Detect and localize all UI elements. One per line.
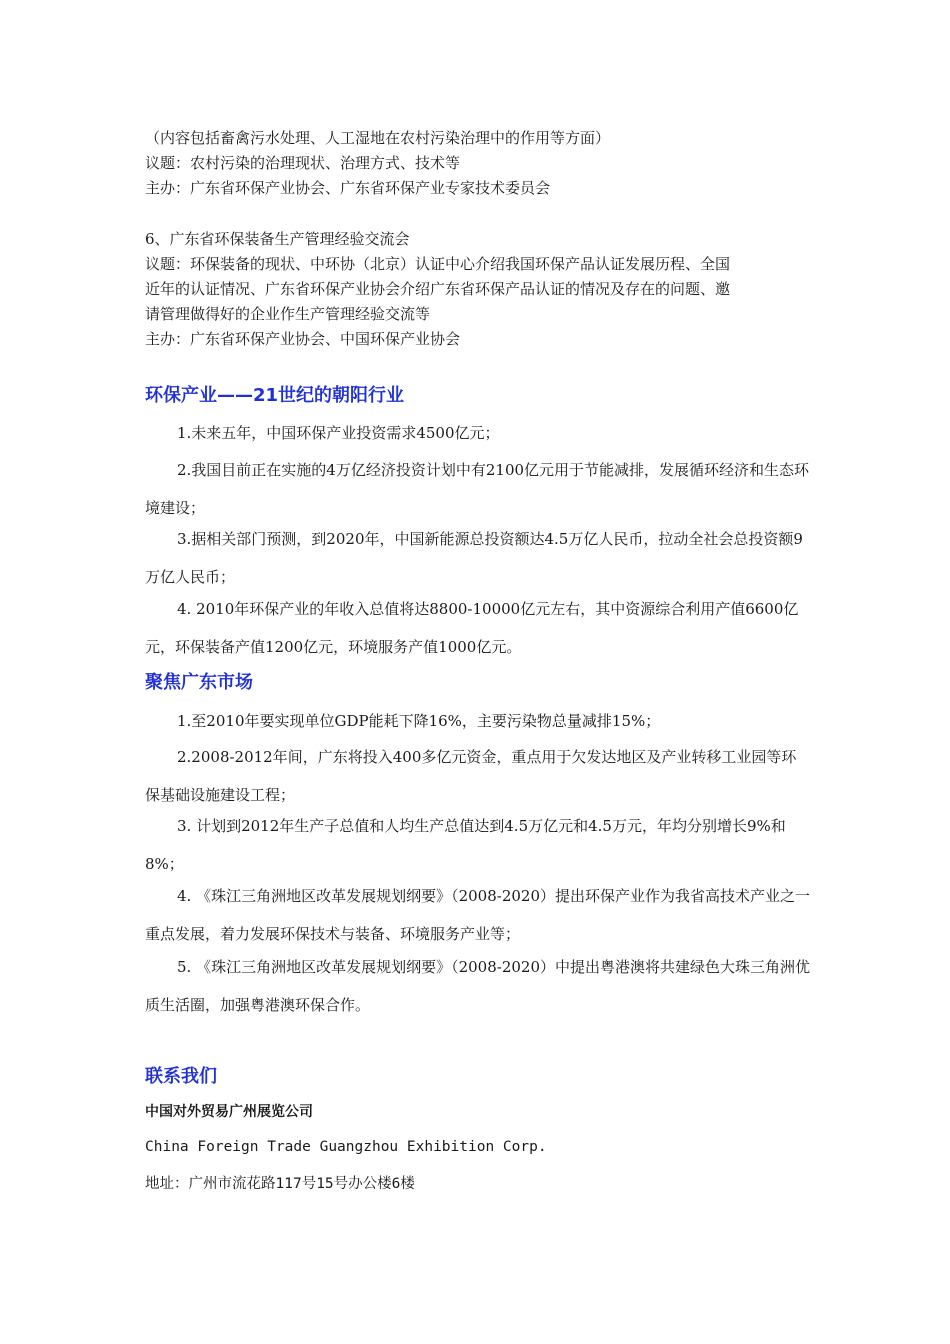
section-heading-sunrise: 环保产业——21世纪的朝阳行业 [145,385,405,406]
event-topic-line: 近年的认证情况、广东省环保产业协会介绍广东省环保产品认证的情况及存在的问题、邀 [145,280,731,298]
list-item: 5. 《珠江三角洲地区改革发展规划纲要》（2008-2020）中提出粤港澳将共建绿色大珠三角洲优质生活圈，加强粤港澳环保合作。 [145,958,810,1014]
section-heading-contact: 联系我们 [145,1066,217,1087]
company-name-cn: 中国对外贸易广州展览公司 [145,1104,313,1120]
event-topic-line: 请管理做得好的企业作生产管理经验交流等 [145,305,431,323]
event-topic-line: 议题：环保装备的现状、中环协（北京）认证中心介绍我国环保产品认证发展历程、全国 [145,255,731,273]
list-item: 3.据相关部门预测，到2020年，中国新能源总投资额达4.5万亿人民币，拉动全社会总投资额9万亿人民币； [145,530,803,586]
host-line: 主办：广东省环保产业协会、广东省环保产业专家技术委员会 [145,179,551,197]
list-item: 4. 《珠江三角洲地区改革发展规划纲要》（2008-2020）提出环保产业作为我省高技术产业之一重点发展，着力发展环保技术与装备、环境服务产业等； [145,887,810,943]
topic-line: 议题：农村污染的治理现状、治理方式、技术等 [145,154,461,172]
event-host-line: 主办：广东省环保产业协会、中国环保产业协会 [145,330,461,348]
event-title: 6、广东省环保装备生产管理经验交流会 [145,230,410,248]
list-item: 2.2008-2012年间，广东将投入400多亿元资金，重点用于欠发达地区及产业转移工业园等环保基础设施建设工程； [145,748,797,804]
list-item: 3. 计划到2012年生产子总值和人均生产总值达到4.5万亿元和4.5万元，年均分别增长9%和8%； [145,817,786,873]
list-item: 1.至2010年要实现单位GDP能耗下降16%，主要污染物总量减排15%； [177,712,661,730]
section-heading-guangdong: 聚焦广东市场 [145,672,253,693]
list-item: 4. 2010年环保产业的年收入总值将达8800-10000亿元左右，其中资源综合利用产值6600亿元，环保装备产值1200亿元，环境服务产值1000亿元。 [145,600,799,656]
list-item: 2.我国目前正在实施的4万亿经济投资计划中有2100亿元用于节能减排，发展循环经济和生态环境建设； [145,461,810,517]
list-item: 1.未来五年，中国环保产业投资需求4500亿元； [177,424,500,442]
address-line: 地址：广州市流花路117号15号办公楼6楼 [145,1176,415,1192]
content-note: （内容包括畜禽污水处理、人工湿地在农村污染治理中的作用等方面） [145,129,611,147]
company-name-en: China Foreign Trade Guangzhou Exhibition Corp. [145,1139,547,1155]
